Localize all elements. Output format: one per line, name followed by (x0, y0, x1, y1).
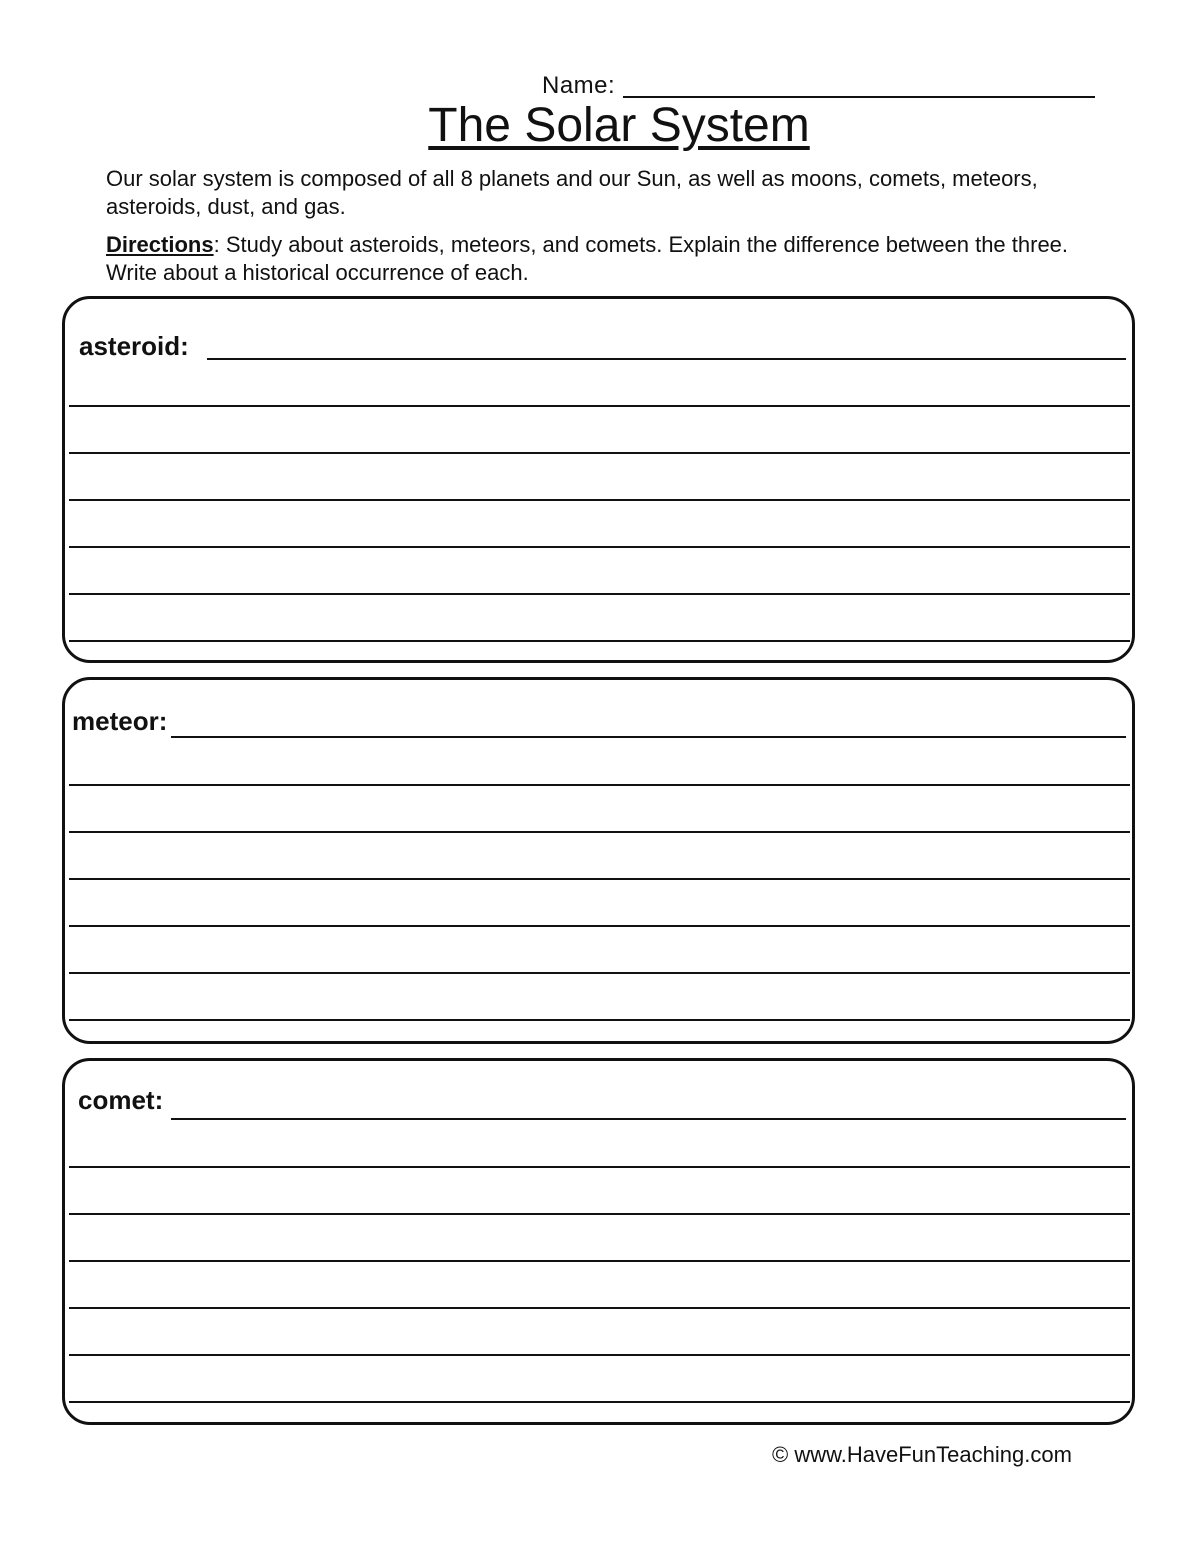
writing-line[interactable] (69, 640, 1130, 642)
page-title: The Solar System (428, 99, 810, 152)
comet-answer-line[interactable] (171, 1118, 1126, 1120)
comet-writing-box (62, 1058, 1135, 1425)
asteroid-answer-line[interactable] (207, 358, 1126, 360)
writing-line[interactable] (69, 1166, 1130, 1168)
writing-line[interactable] (69, 784, 1130, 786)
name-label: Name: (542, 72, 616, 99)
writing-line[interactable] (69, 831, 1130, 833)
comet-label: comet: (78, 1085, 164, 1115)
writing-line[interactable] (69, 1260, 1130, 1262)
writing-line[interactable] (69, 1401, 1130, 1403)
writing-line[interactable] (69, 1307, 1130, 1309)
meteor-writing-box (62, 677, 1135, 1044)
asteroid-label: asteroid: (79, 331, 189, 361)
asteroid-writing-box (62, 296, 1135, 663)
intro-paragraph: Our solar system is composed of all 8 planets and our Sun, as well as moons, comets, meteors, asteroids, dust, and gas. (106, 166, 1038, 219)
writing-line[interactable] (69, 925, 1130, 927)
writing-line[interactable] (69, 405, 1130, 407)
writing-line[interactable] (69, 1354, 1130, 1356)
writing-line[interactable] (69, 593, 1130, 595)
writing-line[interactable] (69, 972, 1130, 974)
meteor-answer-line[interactable] (171, 736, 1126, 738)
writing-line[interactable] (69, 452, 1130, 454)
writing-line[interactable] (69, 546, 1130, 548)
writing-line[interactable] (69, 1019, 1130, 1021)
writing-line[interactable] (69, 499, 1130, 501)
meteor-label: meteor: (72, 706, 168, 736)
directions-label: Directions (106, 232, 214, 257)
writing-line[interactable] (69, 1213, 1130, 1215)
copyright-footer: © www.HaveFunTeaching.com (772, 1442, 1072, 1467)
directions-text: : Study about asteroids, meteors, and comets. Explain the difference between the three. Write about a historical occurrence of each. (106, 232, 1069, 285)
writing-line[interactable] (69, 878, 1130, 880)
directions-paragraph (106, 231, 1106, 287)
